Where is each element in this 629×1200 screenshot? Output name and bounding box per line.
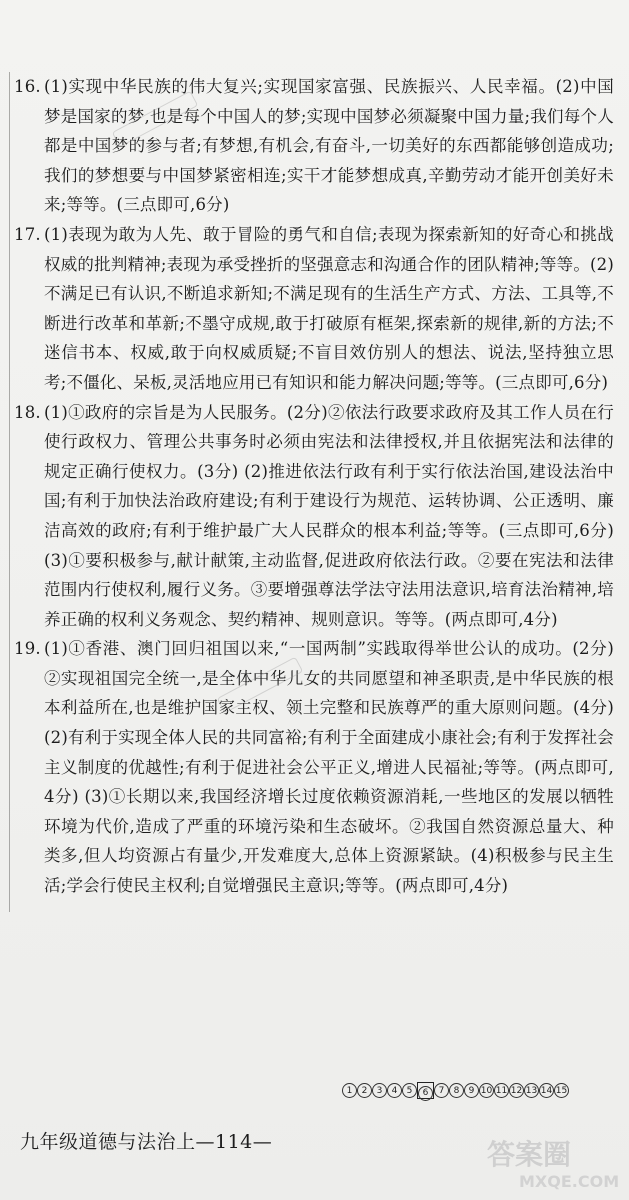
answer-text: (1)实现中华民族的伟大复兴;实现国家富强、民族振兴、人民幸福。(2)中国梦是国家的梦,也是每个中国人的梦;实现中国梦必须凝聚中国力量;我们每个人都是中国梦的参与者;有梦想,有机会,有奋斗,一切美好的东西都能够创造成功;我们的梦想要与中国梦紧密相连;实干才能梦想成真,辛勤劳动才能开创美好未来;等等。(三点即可,6分) xyxy=(44,77,614,215)
answer-list xyxy=(14,72,614,901)
answer-text: (1)①香港、澳门回归祖国以来,“一国两制”实践取得举世公认的成功。(2分)②实现祖国完全统一,是全体中华儿女的共同愿望和神圣职责,是中华民族的根本利益所在,也是维护国家主权、领土完整和民族尊严的重大原则问题。(4分) (2)有利于实现全体人民的共同富裕;有利于全面建成小康社会;有利于发挥社会主义制度的优越性;有利于促进社会公平正义,增进人民福祉;等等。(两点即可,4分) (3)①长期以来,我国经济增长过度依赖资源消耗,一些地区的发展以牺牲环境为代价,造成了严重的环境污染和生态破坏。②我国自然资源总量大、种类多,但人均资源占有量少,开发难度大,总体上资源紧缺。(4)积极参与民主生活;学会行使民主权利;自觉增强民主意识;等等。(两点即可,4分) xyxy=(44,639,614,896)
unit-index-item: 2 xyxy=(357,1083,372,1098)
unit-index-item: 12 xyxy=(509,1083,524,1098)
answer-17 xyxy=(14,220,614,398)
margin-rule xyxy=(9,72,10,912)
unit-index-item: 10 xyxy=(479,1083,494,1098)
unit-index-item: 11 xyxy=(494,1083,509,1098)
unit-index-circles xyxy=(342,1083,569,1099)
question-number: 16. xyxy=(14,77,41,96)
question-number: 17. xyxy=(14,224,41,244)
answer-19 xyxy=(14,634,614,900)
unit-index-item: 14 xyxy=(539,1083,554,1098)
unit-index-item: 5 xyxy=(402,1083,417,1098)
site-text: MXQE.COM xyxy=(519,1172,619,1191)
unit-index-item-current: 6 xyxy=(417,1082,434,1099)
answer-text: (1)①政府的宗旨是为人民服务。(2分)②依法行政要求政府及其工作人员在行使行政权力、管理公共事务时必须由宪法和法律授权,并且依据宪法和法律的规定正确行使权力。(3分) (2)推进依法行政有利于实行依法治国,建设法治中国;有利于加快法治政府建设;有利于建设行为规范、运转协调、公正透明、廉洁高效的政府;有利于维护最广大人民群众的根本利益;等等。(三点即可,6分) (3)①要积极参与,献计献策,主动监督,促进政府依法行政。②要在宪法和法律范围内行使权利,履行义务。③要增强尊法学法守法用法意识,培育法治精神,培养正确的权利义务观念、契约精神、规则意识。等等。(两点即可,4分) xyxy=(44,402,614,629)
question-number: 18. xyxy=(14,402,41,422)
page-footer-label: 九年级道德与法治上—114— xyxy=(20,1131,273,1153)
unit-index-item: 9 xyxy=(464,1083,479,1098)
unit-index-item: 7 xyxy=(434,1083,449,1098)
answer-text: (1)表现为敢为人先、敢于冒险的勇气和自信;表现为探索新知的好奇心和挑战权威的批判精神;表现为承受挫折的坚强意志和沟通合作的团队精神;等等。(2)不满足已有认识,不断追求新知;不满足现有的生活生产方式、方法、工具等,不断进行改革和革新;不墨守成规,敢于打破原有框架,探索新的规律,新的方法;不迷信书本、权威,敢于向权威质疑;不盲目效仿别人的想法、说法,坚持独立思考;不僵化、呆板,灵活地应用已有知识和能力解决问题;等等。(三点即可,6分) xyxy=(44,224,614,392)
unit-index-item: 1 xyxy=(342,1083,357,1098)
question-number: 19. xyxy=(14,639,41,659)
site-logo-watermark xyxy=(479,1132,619,1192)
logo-text: 答案圈 xyxy=(487,1138,572,1171)
answer-18 xyxy=(14,398,614,635)
unit-index-item: 15 xyxy=(554,1083,569,1098)
unit-index-item: 4 xyxy=(387,1083,402,1098)
unit-index-item: 13 xyxy=(524,1083,539,1098)
unit-index-item: 8 xyxy=(449,1083,464,1098)
answer-16 xyxy=(14,72,614,220)
unit-index-item: 3 xyxy=(372,1083,387,1098)
